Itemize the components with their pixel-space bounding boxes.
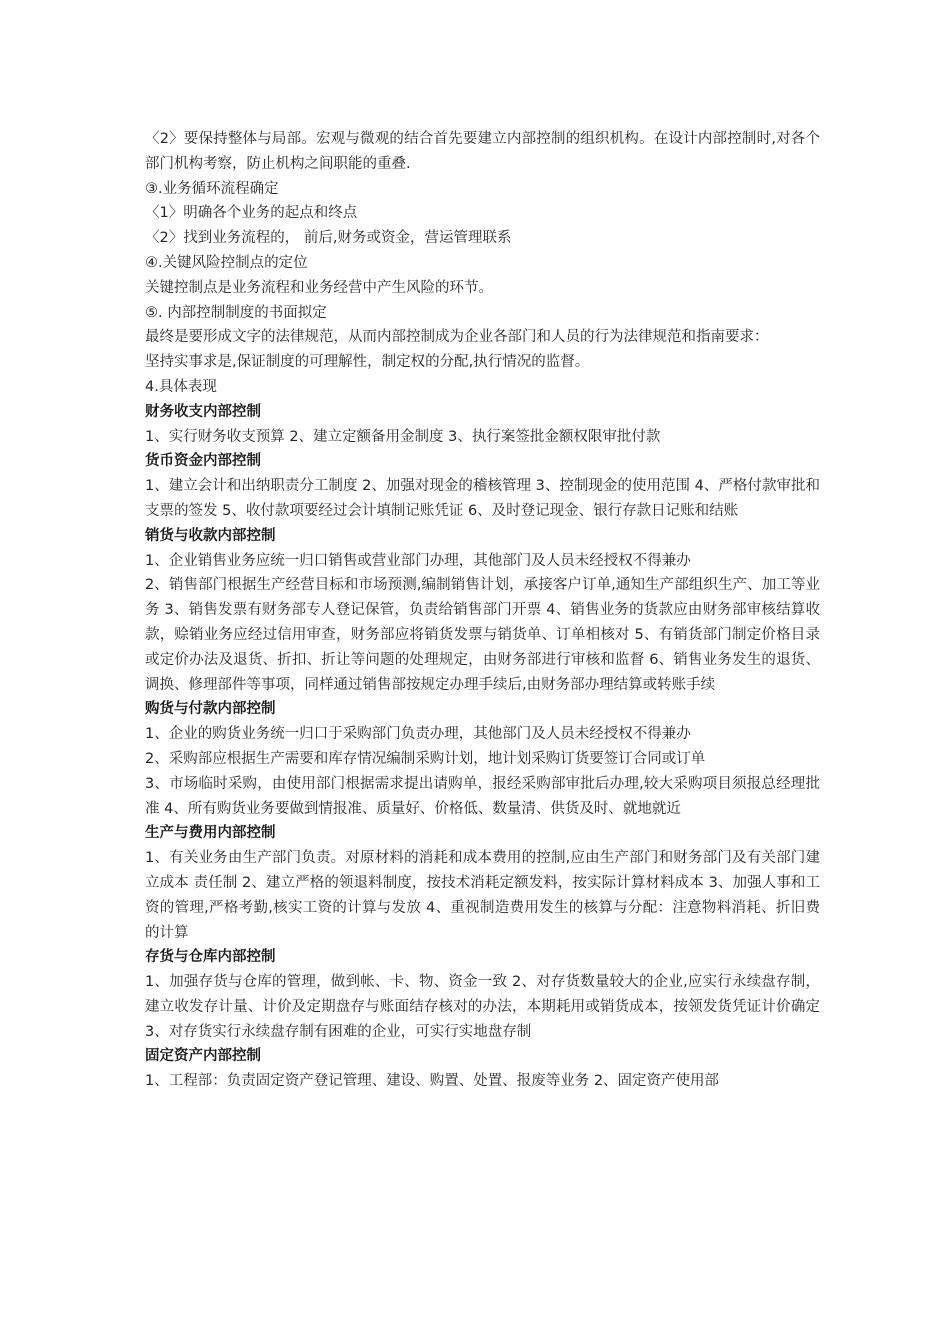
paragraph: ④.关键风险控制点的定位 <box>145 254 308 271</box>
paragraph: 坚持实事求是,保证制度的可理解性，制定权的分配,执行情况的监督。 <box>145 354 590 371</box>
document-body <box>145 127 820 1094</box>
section-heading: 销货与收款内部控制 <box>145 527 276 544</box>
section-heading: 存货与仓库内部控制 <box>145 949 276 966</box>
paragraph: 最终是要形成文字的法律规范，从而内部控制成为企业各部门和人员的行为法律规范和指南要求： <box>145 329 769 346</box>
paragraph: ⑤. 内部控制制度的书面拟定 <box>145 304 327 321</box>
paragraph: 1、企业的购货业务统一归口于采购部门负责办理，其他部门及人员未经授权不得兼办 <box>145 726 691 743</box>
section-heading: 生产与费用内部控制 <box>145 825 276 842</box>
section-heading: 货币资金内部控制 <box>145 453 261 470</box>
paragraph: 1、实行财务收支预算 2、建立定额备用金制度 3、执行案签批金额权限审批付款 <box>145 428 661 445</box>
paragraph: 1、建立会计和出纳职责分工制度 2、加强对现金的稽核管理 3、控制现金的使用范围 4、严格付款审批和支票的签发 5、收付款项要经过会计填制记账凭证 6、及时登记现金、银行存款日记账和结账 <box>145 478 820 519</box>
paragraph: 〈2〉找到业务流程的， 前后,财务或资金，营运管理联系 <box>145 230 512 247</box>
paragraph: 1、加强存货与仓库的管理，做到帐、卡、物、资金一致 2、对存货数量较大的企业,应实行永续盘存制，建立收发存计量、计价及定期盘存与账面结存核对的办法，本期耗用或销货成本，按领发货凭证计价确定 3、对存货实行永续盘存制有困难的企业，可实行实地盘存制 <box>145 974 820 1040</box>
paragraph: 1、工程部：负责固定资产登记管理、建设、购置、处置、报废等业务 2、固定资产使用部 <box>145 1073 720 1090</box>
paragraph: 关键控制点是业务流程和业务经营中产生风险的环节。 <box>145 279 493 296</box>
paragraph: 2、采购部应根据生产需要和库存情况编制采购计划，地计划采购订货要签订合同或订单 <box>145 750 706 767</box>
paragraph: 4.具体表现 <box>145 378 217 395</box>
section-heading: 财务收支内部控制 <box>145 403 261 420</box>
paragraph: 2、销售部门根据生产经营目标和市场预测,编制销售计划，承接客户订单,通知生产部组织生产、加工等业务 3、销售发票有财务部专人登记保管，负责给销售部门开票 4、销售业务的货款应由财务部审核结算收款，赊销业务应经过信用审查，财务部应将销货发票与销货单、订单相核对 5、有销货部门制定价格目录或定价办法及退货、折扣、折让等问题的处理规定，由财务部进行审核和监督 6、销售业务发生的退货、调换、修理部件等事项，同样通过销售部按规定办理手续后,由财务部办理结算或转账手续 <box>145 577 820 693</box>
paragraph: ③.业务循环流程确定 <box>145 180 279 197</box>
section-heading: 固定资产内部控制 <box>145 1048 261 1065</box>
paragraph: 3、市场临时采购，由使用部门根据需求提出请购单，报经采购部审批后办理,较大采购项目须报总经理批准 4、所有购货业务要做到情报准、质量好、价格低、数量清、供货及时、就地就近 <box>145 775 820 817</box>
section-heading: 购货与付款内部控制 <box>145 701 276 718</box>
paragraph: 1、有关业务由生产部门负责。对原材料的消耗和成本费用的控制,应由生产部门和财务部门及有关部门建立成本 责任制 2、建立严格的领退料制度，按技术消耗定额发料，按实际计算材料成本 3、加强人事和工资的管理,严格考勤,核实工资的计算与发放 4、重视制造费用发生的核算与分配：注意物料消耗、折旧费的计算 <box>145 850 820 941</box>
paragraph: 〈2〉要保持整体与局部。宏观与微观的结合首先要建立内部控制的组织机构。在设计内部控制时,对各个部门机构考察，防止机构之间职能的重叠. <box>145 131 820 172</box>
paragraph: 1、企业销售业务应统一归口销售或营业部门办理，其他部门及人员未经授权不得兼办 <box>145 552 691 569</box>
paragraph: 〈1〉明确各个业务的起点和终点 <box>145 205 358 222</box>
